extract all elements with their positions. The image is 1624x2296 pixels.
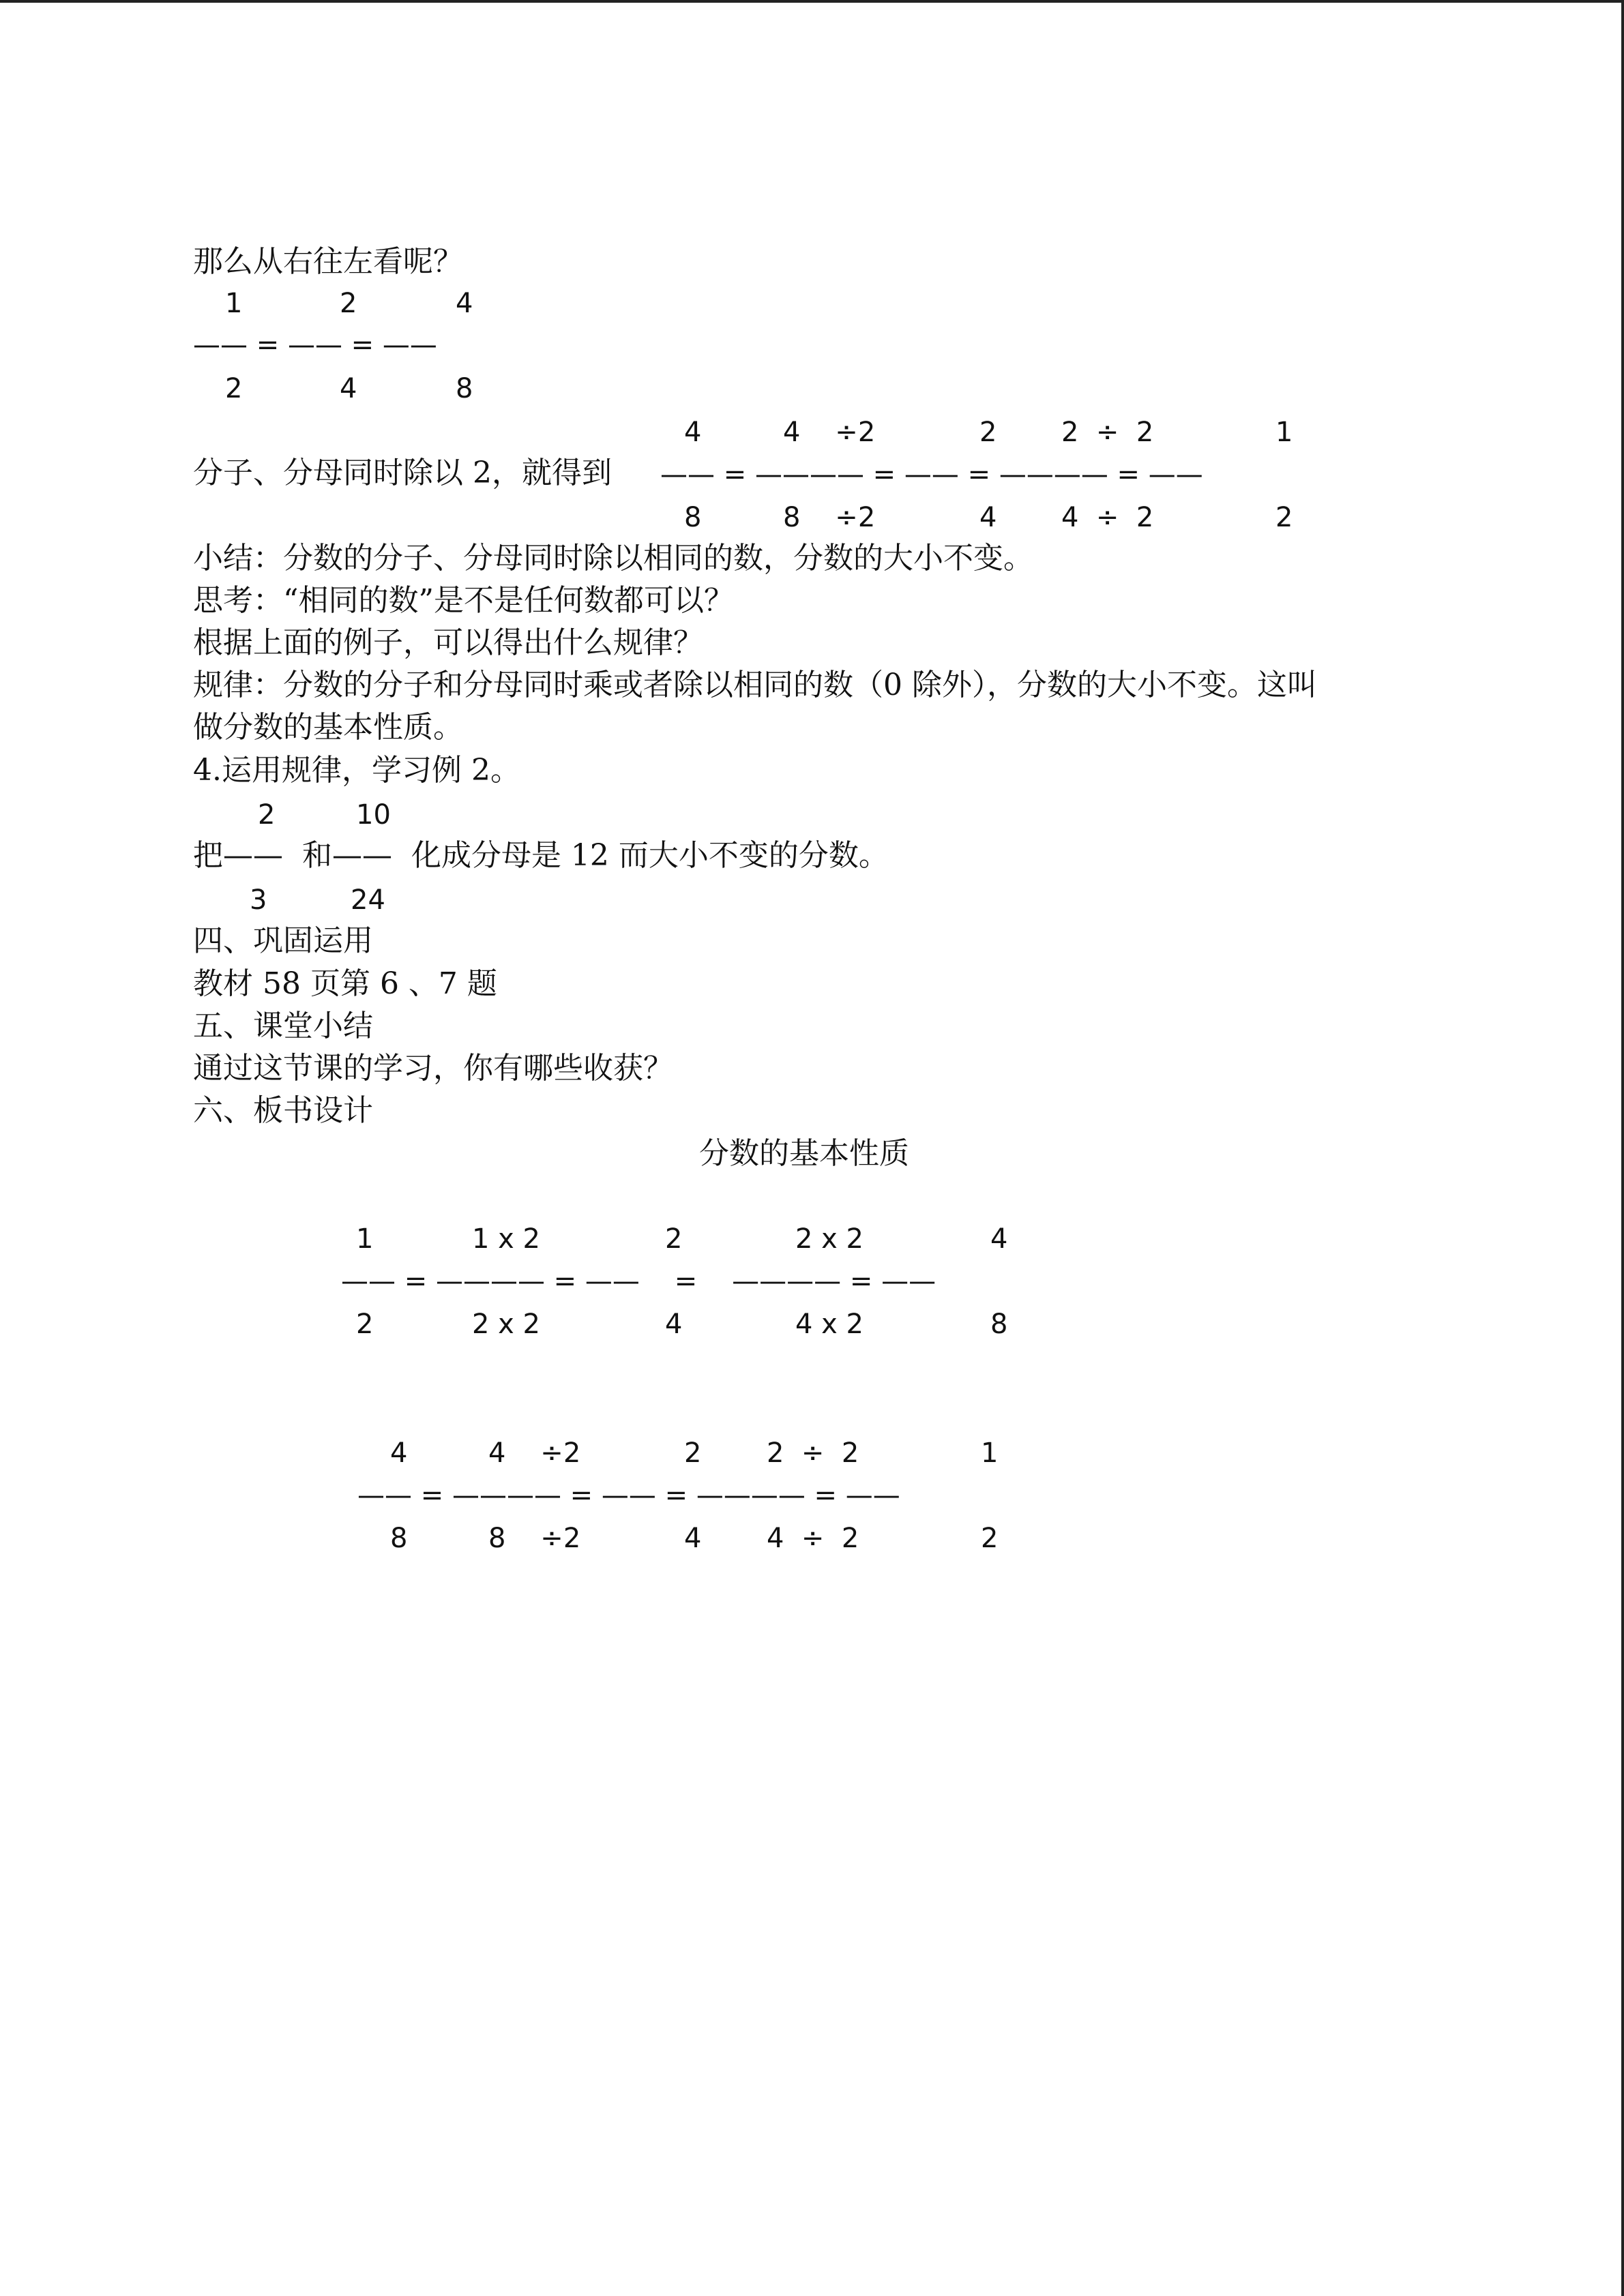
eq1-denominator-2: 4 (340, 373, 357, 404)
textbook-exercise: 教材 58 页第 6 、7 题 (193, 966, 497, 1001)
ex-numerator-2: 10 (356, 799, 391, 831)
board2-denominator-1: 8 (390, 1523, 408, 1554)
board1-denominator-4: 4 x 2 (795, 1309, 863, 1340)
example-2-heading: 4.运用规律，学习例 2。 (193, 753, 520, 788)
board2-denominator-5: 2 (981, 1523, 999, 1554)
rule-question: 根据上面的例子，可以得出什么规律？ (193, 625, 703, 660)
board2-denominator-2: 8 ÷2 (488, 1523, 581, 1554)
eq1-denominator-1: 2 (225, 373, 243, 404)
section-5-heading: 五、课堂小结 (193, 1009, 373, 1043)
think-line: 思考：“相同的数”是不是任何数都可以？ (193, 583, 734, 618)
eq2-denominator-4: 4 ÷ 2 (1061, 502, 1154, 533)
eq2-numerator-4: 2 ÷ 2 (1061, 417, 1154, 448)
section-6-heading: 六、板书设计 (193, 1093, 373, 1128)
board2-fraction-bars: —— = ———— = —— = ———— = —— (357, 1480, 900, 1511)
board1-denominator-1: 2 (356, 1309, 374, 1340)
board2-numerator-2: 4 ÷2 (488, 1437, 581, 1469)
eq2-numerator-5: 1 (1275, 417, 1293, 448)
eq2-denominator-1: 8 (684, 502, 702, 533)
eq1-denominator-3: 8 (456, 373, 473, 404)
board2-numerator-1: 4 (390, 1437, 408, 1469)
board1-denominator-3: 4 (665, 1309, 683, 1340)
example-task-text: 把—— 和—— 化成分母是 12 而大小不变的分数。 (193, 838, 889, 873)
eq2-denominator-3: 4 (979, 502, 997, 533)
board1-numerator-2: 1 x 2 (472, 1223, 540, 1255)
board1-numerator-1: 1 (356, 1223, 374, 1255)
reflection-question: 通过这节课的学习，你有哪些收获？ (193, 1051, 673, 1086)
eq2-denominator-5: 2 (1275, 502, 1293, 533)
eq2-numerator-2: 4 ÷2 (783, 417, 876, 448)
eq1-numerator-3: 4 (456, 288, 473, 319)
board2-denominator-4: 4 ÷ 2 (767, 1523, 859, 1554)
eq2-denominator-2: 8 ÷2 (783, 502, 876, 533)
rule-line-2: 做分数的基本性质。 (193, 710, 463, 745)
board-title: 分数的基本性质 (699, 1136, 909, 1171)
board1-numerator-5: 4 (990, 1223, 1008, 1255)
board1-denominator-5: 8 (990, 1309, 1008, 1340)
board2-denominator-3: 4 (684, 1523, 702, 1554)
board1-denominator-2: 2 x 2 (472, 1309, 540, 1340)
ex-denominator-1: 3 (250, 884, 267, 916)
board1-fraction-bars: —— = ———— = —— = ———— = —— (341, 1266, 936, 1297)
eq1-numerator-2: 2 (340, 288, 357, 319)
ex-numerator-1: 2 (258, 799, 276, 831)
rule-line-1: 规律：分数的分子和分母同时乘或者除以相同的数（0 除外），分数的大小不变。这叫 (193, 668, 1317, 702)
eq2-numerator-1: 4 (684, 417, 702, 448)
board1-numerator-3: 2 (665, 1223, 683, 1255)
board2-numerator-5: 1 (981, 1437, 999, 1469)
section-4-heading: 四、巩固运用 (193, 923, 373, 958)
eq2-numerator-3: 2 (979, 417, 997, 448)
summary-line: 小结：分数的分子、分母同时除以相同的数，分数的大小不变。 (193, 541, 1033, 576)
eq2-fraction-bars: —— = ———— = —— = ———— = —— (660, 459, 1203, 490)
divide-intro-text: 分子、分母同时除以 2，就得到 (193, 456, 612, 490)
eq1-fraction-bars: —— = —— = —— (193, 329, 437, 361)
ex-denominator-2: 24 (351, 884, 385, 916)
board2-numerator-3: 2 (684, 1437, 702, 1469)
board2-numerator-4: 2 ÷ 2 (767, 1437, 859, 1469)
right-to-left-question: 那么从右往左看呢？ (193, 244, 463, 279)
eq1-numerator-1: 1 (225, 288, 243, 319)
board1-numerator-4: 2 x 2 (795, 1223, 863, 1255)
